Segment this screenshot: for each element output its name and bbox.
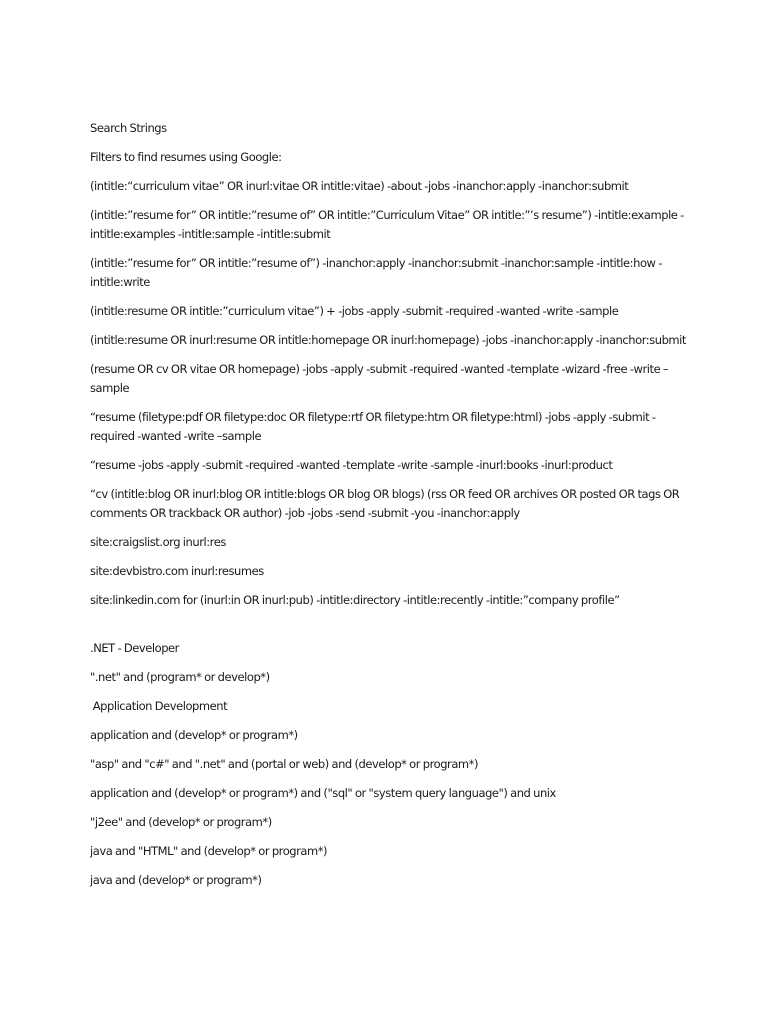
search-string: (intitle:“curriculum vitae” OR inurl:vitae OR intitle:vitae) -about -jobs -inanchor:apply -inanchor:submit [90, 179, 629, 193]
search-string: site:craigslist.org inurl:res [90, 535, 226, 549]
query-line: Application Development [90, 699, 228, 713]
doc-subtitle: Filters to find resumes using Google: [90, 150, 282, 164]
search-string: “resume -jobs -apply -submit -required -wanted -template -write -sample -inurl:books -inurl:product [90, 458, 613, 472]
query-line: application and (develop* or program*) and ("sql" or "system query language") and unix [90, 786, 556, 800]
query-line: application and (develop* or program*) [90, 728, 298, 742]
query-line: ".net" and (program* or develop*) [90, 670, 270, 684]
search-string: (intitle:”resume for” OR intitle:”resume of” OR intitle:”Curriculum Vitae” OR intitle:”’s resume”) -intitle:example -intitle:examples -intitle:sample -intitle:submit [90, 208, 684, 241]
search-string: site:linkedin.com for (inurl:in OR inurl:pub) -intitle:directory -intitle:recently -intitle:”company profile” [90, 593, 620, 607]
search-string: (intitle:resume OR intitle:”curriculum vitae”) + -jobs -apply -submit -required -wanted -write -sample [90, 304, 619, 318]
document-page [90, 119, 690, 900]
section-spacer [90, 620, 690, 639]
query-line: java and (develop* or program*) [90, 873, 262, 887]
search-string: (resume OR cv OR vitae OR homepage) -jobs -apply -submit -required -wanted -template -wizard -free -write –sample [90, 362, 669, 395]
section-heading: .NET - Developer [90, 641, 179, 655]
search-string: site:devbistro.com inurl:resumes [90, 564, 264, 578]
query-line: "asp" and "c#" and ".net" and (portal or web) and (develop* or program*) [90, 757, 479, 771]
search-string: “cv (intitle:blog OR inurl:blog OR intitle:blogs OR blog OR blogs) (rss OR feed OR archives OR posted OR tags OR comments OR trackback OR author) -job -jobs -send -submit -you -inanchor:apply [90, 487, 680, 520]
search-string: (intitle:resume OR inurl:resume OR intitle:homepage OR inurl:homepage) -jobs -inanchor:apply -inanchor:submit [90, 333, 686, 347]
query-line: java and "HTML" and (develop* or program*) [90, 844, 328, 858]
search-string: (intitle:”resume for” OR intitle:”resume of”) -inanchor:apply -inanchor:submit -inanchor:sample -intitle:how -intitle:write [90, 256, 662, 289]
doc-title: Search Strings [90, 121, 167, 135]
query-line: "j2ee" and (develop* or program*) [90, 815, 272, 829]
search-string: “resume (filetype:pdf OR filetype:doc OR filetype:rtf OR filetype:htm OR filetype:html) -jobs -apply -submit -required -wanted -write –sample [90, 410, 656, 443]
